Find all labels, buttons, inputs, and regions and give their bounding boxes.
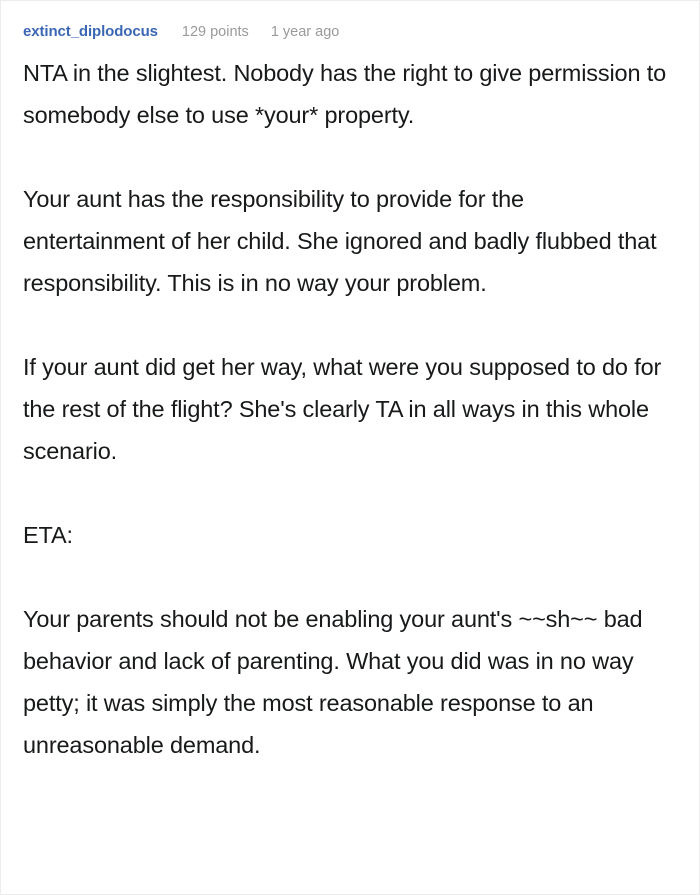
- comment-paragraph: NTA in the slightest. Nobody has the right to give permission to somebody else to use *your* property.: [23, 60, 667, 128]
- comment-paragraph: If your aunt did get her way, what were you supposed to do for the rest of the flight? She's clearly TA in all ways in this whole scenario.: [23, 354, 662, 464]
- comment-paragraph: Your parents should not be enabling your aunt's ~~sh~~ bad behavior and lack of parenting. What you did was in no way petty; it was simply the most reasonable response to an unreasonable demand.: [23, 606, 643, 758]
- comment-paragraph-eta: ETA:: [23, 522, 73, 548]
- comment-score: 129 points: [181, 24, 249, 40]
- comment-body: [1, 52, 699, 766]
- comment-timestamp: 1 year ago: [270, 24, 340, 40]
- comment-header: [1, 1, 699, 40]
- comment-paragraph: Your aunt has the responsibility to provide for the entertainment of her child. She ignored and badly flubbed that responsibility. This is in no way your problem.: [23, 186, 657, 296]
- comment-author-link[interactable]: extinct_diplodocus: [23, 23, 158, 40]
